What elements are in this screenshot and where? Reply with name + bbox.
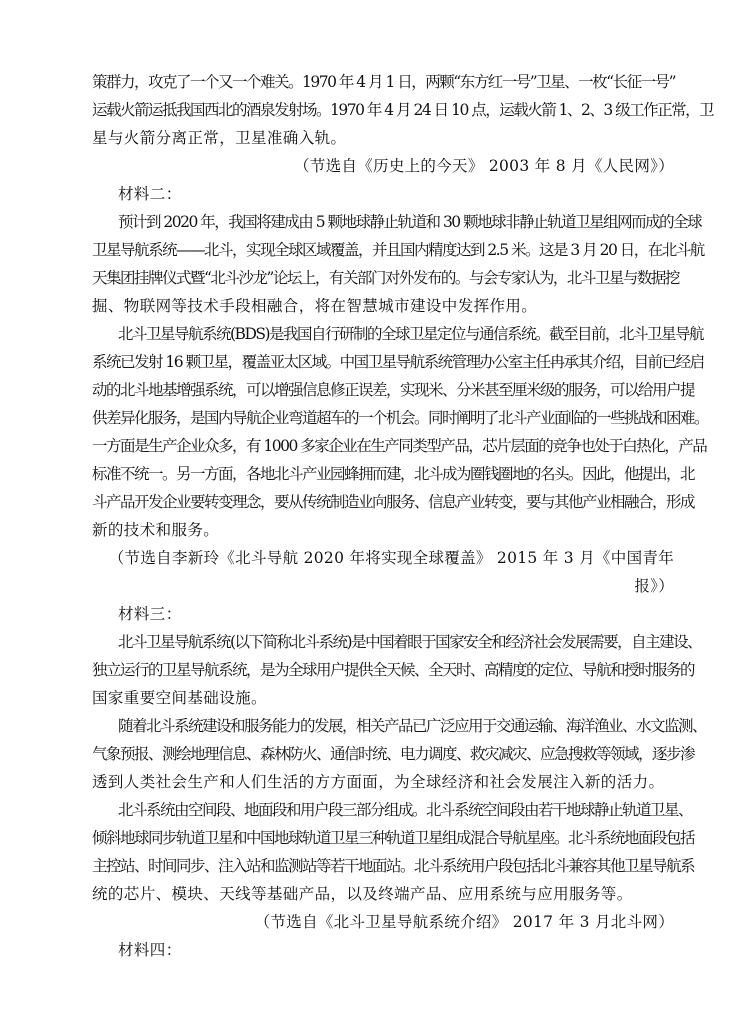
source-citation: （节选自李新玲《北斗导航 2020 年将实现全球覆盖》 2015 年 3 月《中国青年 xyxy=(108,549,674,567)
text-line: 卫星导航系统——北斗，实现全球区域覆盖，并且国内精度达到 2.5 米。这是 3 月 20 日，在北斗航 xyxy=(92,241,704,259)
text-line: 策群力，攻克了一个又一个难关。1970 年 4 月 1 日，两颗“东方红一号”卫星、一枚“长征一号” xyxy=(92,73,676,91)
text-line: 气象预报、测绘地理信息、森林防火、通信时统、电力调度、救灾减灾、应急搜救等领域，逐步渗 xyxy=(92,745,695,763)
text-line: 透到人类社会生产和人们生活的方方面面，为全球经济和社会发展注入新的活力。 xyxy=(92,773,665,791)
text-line: 国家重要空间基础设施。 xyxy=(92,689,267,707)
text-line: 倾斜地球同步轨道卫星和中国地球轨道卫星三种轨道卫星组成混合导航星座。北斗系统地面段包括 xyxy=(92,829,695,847)
text-line: 斗产品开发企业要转变理念，要从传统制造业向服务、信息产业转变，要与其他产业相融合，形成 xyxy=(92,493,695,511)
source-citation-continued: 报》） xyxy=(634,577,674,595)
source-citation: （节选自《北斗卫星导航系统介绍》 2017 年 3 月北斗网） xyxy=(254,913,674,931)
text-line: 新的技术和服务。 xyxy=(92,521,220,539)
text-line: 系统已发射 16 颗卫星，覆盖亚太区域。中国卫星导航系统管理办公室主任冉承其介绍，目前已经启 xyxy=(92,353,704,371)
text-line: 独立运行的卫星导航系统，是为全球用户提供全天候、全天时、高精度的定位、导航和授时服务的 xyxy=(92,661,695,679)
text-line: 统的芯片、模块、天线等基础产品，以及终端产品、应用系统与应用服务等。 xyxy=(92,885,633,903)
text-line: 供差异化服务，是国内导航企业弯道超车的一个机会。同时阐明了北斗产业面临的一些挑战和困难。 xyxy=(92,409,709,427)
text-line: 主控站、时间同步、注入站和监测站等若干地面站。北斗系统用户段包括北斗兼容其他卫星导航系 xyxy=(92,857,695,875)
text-line: 掘、物联网等技术手段相融合，将在智慧城市建设中发挥作用。 xyxy=(92,297,538,315)
section-heading: 材料三： xyxy=(118,605,182,623)
text-line: 天集团挂牌仪式暨“北斗沙龙”论坛上，有关部门对外发布的。与会专家认为，北斗卫星与数据挖 xyxy=(92,269,679,287)
text-line: 北斗卫星导航系统(以下简称北斗系统)是中国着眼于国家安全和经济社会发展需要，自主建设、 xyxy=(118,633,702,651)
text-line: 星与火箭分离正常，卫星准确入轨。 xyxy=(92,129,347,147)
text-line: 随着北斗系统建设和服务能力的发展，相关产品已广泛应用于交通运输、海洋渔业、水文监测、 xyxy=(118,717,707,735)
section-heading: 材料二： xyxy=(118,185,182,203)
text-line: 北斗系统由空间段、地面段和用户段三部分组成。北斗系统空间段由若干地球静止轨道卫星、 xyxy=(118,801,693,819)
text-line: 一方面是生产企业众多，有 1000 多家企业在生产同类型产品，芯片层面的竞争也处于白热化，产品 xyxy=(92,437,707,455)
text-line: 运载火箭运抵我国西北的酒泉发射场。1970 年 4 月 24 日 10 点，运载火箭 1、2、3 级工作正常，卫 xyxy=(92,101,714,119)
section-heading: 材料四： xyxy=(118,941,182,959)
text-line: 动的北斗地基增强系统，可以增强信息修正误差，实现米、分米甚至厘米级的服务，可以给用户提 xyxy=(92,381,695,399)
text-line: 北斗卫星导航系统(BDS)是我国自行研制的全球卫星定位与通信系统。截至目前，北斗卫星导航 xyxy=(118,325,704,343)
source-citation: （节选自《历史上的今天》 2003 年 8 月《人民网》） xyxy=(294,157,674,175)
text-line: 标准不统一。另一方面，各地北斗产业园蜂拥而建，北斗成为圈钱圈地的名头。因此，他提出，北 xyxy=(92,465,695,483)
text-line: 预计到 2020 年，我国将建成由 5 颗地球静止轨道和 30 颗地球非静止轨道卫星组网而成的全球 xyxy=(118,213,702,231)
